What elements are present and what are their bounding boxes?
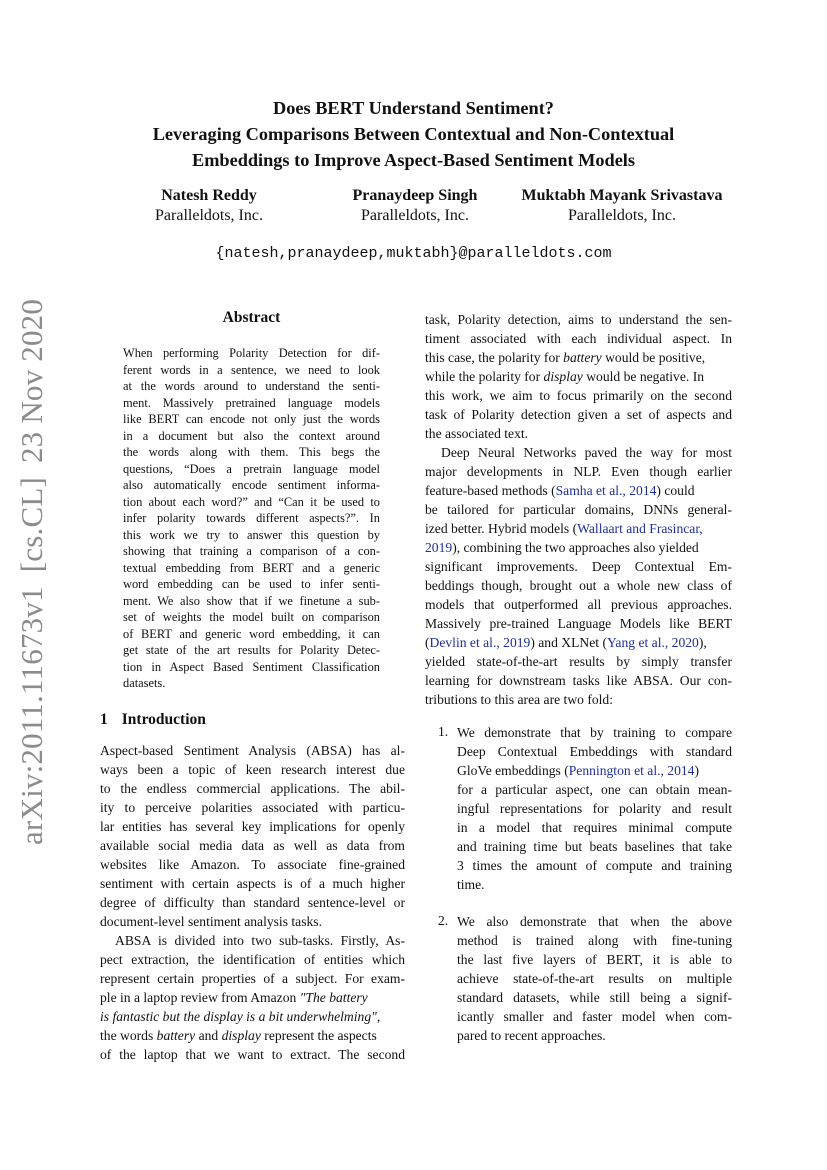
arxiv-category: [cs.CL]	[14, 477, 49, 573]
body-line: available social media data as well as data from	[100, 838, 405, 853]
abstract-line: like BERT can encode not only just the words	[123, 412, 380, 426]
list-line: time.	[457, 877, 485, 892]
list-line: We demonstrate that by training to compare	[457, 725, 732, 740]
body-line: yielded state-of-the-art results by simply transfer	[425, 654, 732, 669]
author-block	[334, 186, 496, 226]
abstract-line: tion about each word?” and “Can it be used to	[123, 495, 380, 509]
body-line: feature-based methods (Samha et al., 2014) could	[425, 483, 695, 498]
citation-link[interactable]: Devlin et al., 2019	[429, 635, 531, 650]
abstract-line: this work we try to answer this question by	[123, 528, 380, 542]
body-line: the associated text.	[425, 426, 529, 441]
body-line: 2019), combining the two approaches also yielded	[425, 540, 699, 555]
body-line: lar entities has several key implications for openly	[100, 819, 405, 834]
section-number: 1	[100, 711, 108, 728]
list-line: ingful representations for polarity and result	[457, 801, 732, 816]
arxiv-id: arXiv:2011.11673v1	[14, 586, 49, 845]
citation-link[interactable]: Samha et al., 2014	[555, 483, 657, 498]
citation-link[interactable]: Yang et al., 2020	[606, 635, 699, 650]
list-line: icantly smaller and faster model when com-	[457, 1009, 732, 1024]
body-line: be tailored for particular domains, DNNs general-	[425, 502, 732, 517]
abstract-line: tion in Aspect Based Sentiment Classification	[123, 660, 380, 674]
list-number: 1.	[438, 724, 449, 739]
body-line: sentiment with certain aspects is of a much higher	[100, 876, 405, 891]
body-line: to the endless commercial applications. The abil-	[100, 781, 405, 796]
list-line: We also demonstrate that when the above	[457, 914, 732, 929]
body-line: models that outperformed all previous approaches.	[425, 597, 732, 612]
body-line: learning for downstream tasks like ABSA. Our con-	[425, 673, 732, 688]
abstract-line: set of weights the model built on comparison	[123, 610, 380, 624]
body-line: ways been a topic of keen research interest due	[100, 762, 405, 777]
aspect-term: display	[221, 1028, 261, 1043]
abstract-line: datasets.	[123, 676, 166, 690]
section-title: Introduction	[121, 711, 206, 728]
body-line: tributions to this area are two fold:	[425, 692, 614, 707]
title-line: Embeddings to Improve Aspect-Based Sentiment Models	[192, 150, 635, 170]
list-line: Deep Contextual Embeddings with standard	[457, 744, 732, 759]
citation-link[interactable]: 2019	[425, 540, 453, 555]
section-heading-introduction	[100, 711, 206, 729]
list-line: GloVe embeddings (Pennington et al., 2014)	[457, 763, 700, 778]
body-line: Deep Neural Networks paved the way for most	[441, 445, 732, 460]
list-line: 3 times the amount of compute and training	[457, 858, 732, 873]
abstract-line: word embedding can be used to infer senti-	[123, 577, 380, 591]
body-line: timent associated with each individual aspect. In	[425, 331, 732, 346]
body-line: Aspect-based Sentiment Analysis (ABSA) has al-	[100, 743, 405, 758]
abstract-line: get state of the art results for Polarity Detec-	[123, 643, 380, 657]
body-line: websites like Amazon. To associate fine-grained	[100, 857, 405, 872]
abstract-line: ment. We also show that if we finetune a sub-	[123, 594, 380, 608]
body-line: ple in a laptop review from Amazon "The battery	[100, 990, 368, 1005]
list-line: method is trained along with fine-tuning	[457, 933, 732, 948]
abstract-line: in a document but also the context around	[123, 429, 380, 443]
abstract-line: also automatically encode sentiment informa-	[123, 478, 380, 492]
author-affiliation: Paralleldots, Inc.	[155, 207, 263, 224]
body-line: ized better. Hybrid models (Wallaart and Frasincar,	[425, 521, 703, 536]
body-line: Massively pre-trained Language Models like BERT	[425, 616, 732, 631]
title-line: Does BERT Understand Sentiment?	[273, 98, 554, 118]
author-emails: {natesh,pranaydeep,muktabh}@paralleldots.com	[215, 245, 612, 262]
author-block	[512, 186, 732, 226]
body-line: while the polarity for display would be negative. In	[425, 369, 705, 384]
example-quote: "The battery	[299, 990, 368, 1005]
abstract-heading: Abstract	[222, 309, 281, 326]
list-line: pared to recent approaches.	[457, 1028, 606, 1043]
list-line: standard datasets, while still being a signif-	[457, 990, 732, 1005]
body-line: ity to perceive polarities associated with particu-	[100, 800, 405, 815]
body-line: degree of difficulty than standard sentence-level or	[100, 895, 405, 910]
citation-link[interactable]: Pennington et al., 2014	[568, 763, 695, 778]
example-quote: is fantastic but the display is a bit underwhelming"	[100, 1009, 377, 1024]
author-name: Natesh Reddy	[161, 187, 257, 204]
abstract-line: textual embedding from BERT and a generic	[123, 561, 380, 575]
body-line: major developments in NLP. Even though earlier	[425, 464, 732, 479]
list-line: the last five layers of BERT, it is able to	[457, 952, 732, 967]
abstract-line: When performing Polarity Detection for dif-	[123, 346, 380, 360]
body-line: ABSA is divided into two sub-tasks. Firstly, As-	[115, 933, 405, 948]
body-line: (Devlin et al., 2019) and XLNet (Yang et al., 2020),	[425, 635, 707, 650]
list-number: 2.	[438, 913, 449, 928]
author-affiliation: Paralleldots, Inc.	[361, 207, 469, 224]
paper-title	[100, 95, 727, 173]
body-line: document-level sentiment analysis tasks.	[100, 914, 322, 929]
body-line: of the laptop that we want to extract. The second	[100, 1047, 405, 1062]
title-line: Leveraging Comparisons Between Contextual and Non-Contextual	[152, 124, 675, 144]
body-line: this case, the polarity for battery would be positive,	[425, 350, 706, 365]
list-line: for a particular aspect, one can obtain mean-	[457, 782, 732, 797]
body-line: task of Polarity detection given a set of aspects and	[425, 407, 732, 422]
abstract-line: ment. Massively pretrained language models	[123, 396, 380, 410]
author-name: Pranaydeep Singh	[352, 187, 478, 204]
list-line: in a model that requires minimal compute	[457, 820, 732, 835]
abstract-line: the words along with them. This begs the	[123, 445, 380, 459]
body-line: beddings though, brought out a whole new class of	[425, 578, 732, 593]
list-line: achieve state-of-the-art results on multiple	[457, 971, 732, 986]
abstract-line: ferent words in a sentence, we need to look	[123, 363, 380, 377]
author-affiliation: Paralleldots, Inc.	[568, 207, 676, 224]
citation-link[interactable]: Wallaart and Frasincar,	[577, 521, 703, 536]
author-block	[139, 186, 279, 226]
body-line: significant improvements. Deep Contextual Em-	[425, 559, 732, 574]
abstract-line: of BERT and generic word embedding, it can	[123, 627, 380, 641]
abstract-line: showing that training a comparison of a con-	[123, 544, 380, 558]
list-line: and training time but beats baselines that take	[457, 839, 732, 854]
aspect-term: battery	[156, 1028, 196, 1043]
author-name: Muktabh Mayank Srivastava	[521, 187, 723, 204]
body-line: the words battery and display represent the aspects	[100, 1028, 377, 1043]
body-line: is fantastic but the display is a bit underwhelming",	[100, 1009, 381, 1024]
body-line: task, Polarity detection, aims to understand the sen-	[425, 312, 732, 327]
body-line: this work, we aim to focus primarily on the second	[425, 388, 732, 403]
arxiv-date: 23 Nov 2020	[14, 298, 49, 464]
abstract-line: questions, “Does a pretrain language model	[123, 462, 380, 476]
body-line: represent certain properties of a subject. For exam-	[100, 971, 405, 986]
abstract-line: at the words around to understand the senti-	[123, 379, 380, 393]
abstract-line: infer polarity towards different aspects?”. In	[123, 511, 380, 525]
arxiv-side-stamp	[14, 285, 50, 845]
aspect-term: battery	[563, 350, 602, 365]
aspect-term: display	[543, 369, 583, 384]
body-line: pect extraction, the identification of entities which	[100, 952, 405, 967]
